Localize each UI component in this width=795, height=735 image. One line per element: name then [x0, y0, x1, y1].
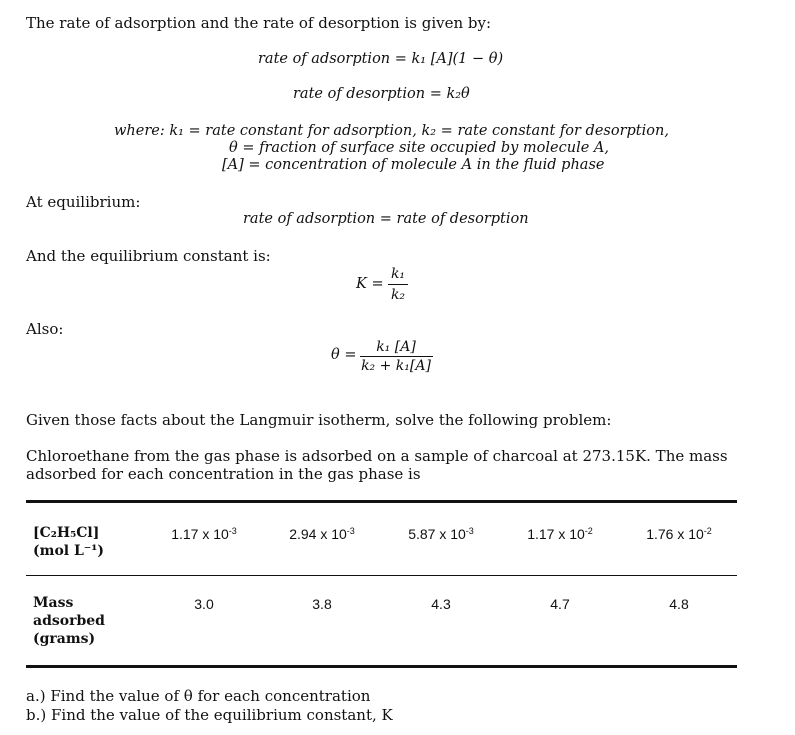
question-b: b.) Find the value of the equilibrium constant, K [26, 706, 393, 724]
table-top-rule [26, 500, 737, 503]
where-definitions-line3: [A] = concentration of molecule A in the fluid phase [222, 157, 605, 173]
problem-text-line1: Chloroethane from the gas phase is adsorbed on a sample of charcoal at 273.15K. The mass [26, 447, 728, 465]
concentration-cell: 1.17 x $10^{-2}$ [527, 526, 593, 542]
concentration-row-header [33, 524, 104, 560]
equation-equilibrium: rate of adsorption = rate of desorption [243, 211, 529, 227]
problem-text-line2: adsorbed for each concentration in the gas phase is [26, 465, 421, 483]
concentration-cell: 1.76 x $10^{-2}$ [646, 526, 712, 542]
mass-row-header: Mass adsorbed (grams) [33, 595, 105, 647]
concentration-header-unit: (mol L⁻¹) [33, 543, 104, 559]
at-equilibrium-label: At equilibrium: [26, 193, 141, 211]
question-a: a.) Find the value of θ for each concentration [26, 687, 371, 705]
given-text: Given those facts about the Langmuir isotherm, solve the following problem: [26, 411, 612, 429]
mass-cell: 3.0 [194, 596, 214, 612]
concentration-cell: 1.17 x $10^{-3}$ [171, 526, 237, 542]
table-bottom-rule [26, 665, 737, 668]
intro-text: The rate of adsorption and the rate of desorption is given by: [26, 14, 492, 32]
theta-fraction-bar [360, 356, 433, 357]
k-fraction-denominator: k₂ [390, 287, 406, 303]
mass-cell: 4.8 [669, 596, 689, 612]
where-definitions-line2: θ = fraction of surface site occupied by molecule A, [229, 140, 609, 156]
equilibrium-constant-label: And the equilibrium constant is: [26, 247, 271, 265]
concentration-header-formula: [C₂H₅Cl] [33, 525, 100, 541]
equation-rate-adsorption: rate of adsorption = k₁ [A](1 − θ) [258, 51, 504, 67]
where-definitions-line1: where: k₁ = rate constant for adsorption, k₂ = rate constant for desorption, [114, 123, 669, 139]
k-equation-lhs: K = [356, 276, 384, 292]
theta-equation-lhs: θ = [331, 347, 357, 363]
concentration-cell: 5.87 x $10^{-3}$ [408, 526, 474, 542]
theta-fraction-numerator: k₁ [A] [376, 339, 416, 355]
k-fraction-numerator: k₁ [390, 266, 406, 282]
table-middle-rule [26, 575, 737, 576]
also-label: Also: [26, 320, 64, 338]
mass-cell: 4.7 [550, 596, 570, 612]
theta-fraction-denominator: k₂ + k₁[A] [361, 358, 431, 374]
k-fraction-bar [388, 284, 408, 285]
mass-cell: 4.3 [431, 596, 451, 612]
mass-cell: 3.8 [312, 596, 332, 612]
equation-rate-desorption: rate of desorption = k₂θ [293, 86, 470, 102]
concentration-cell: 2.94 x $10^{-3}$ [289, 526, 355, 542]
